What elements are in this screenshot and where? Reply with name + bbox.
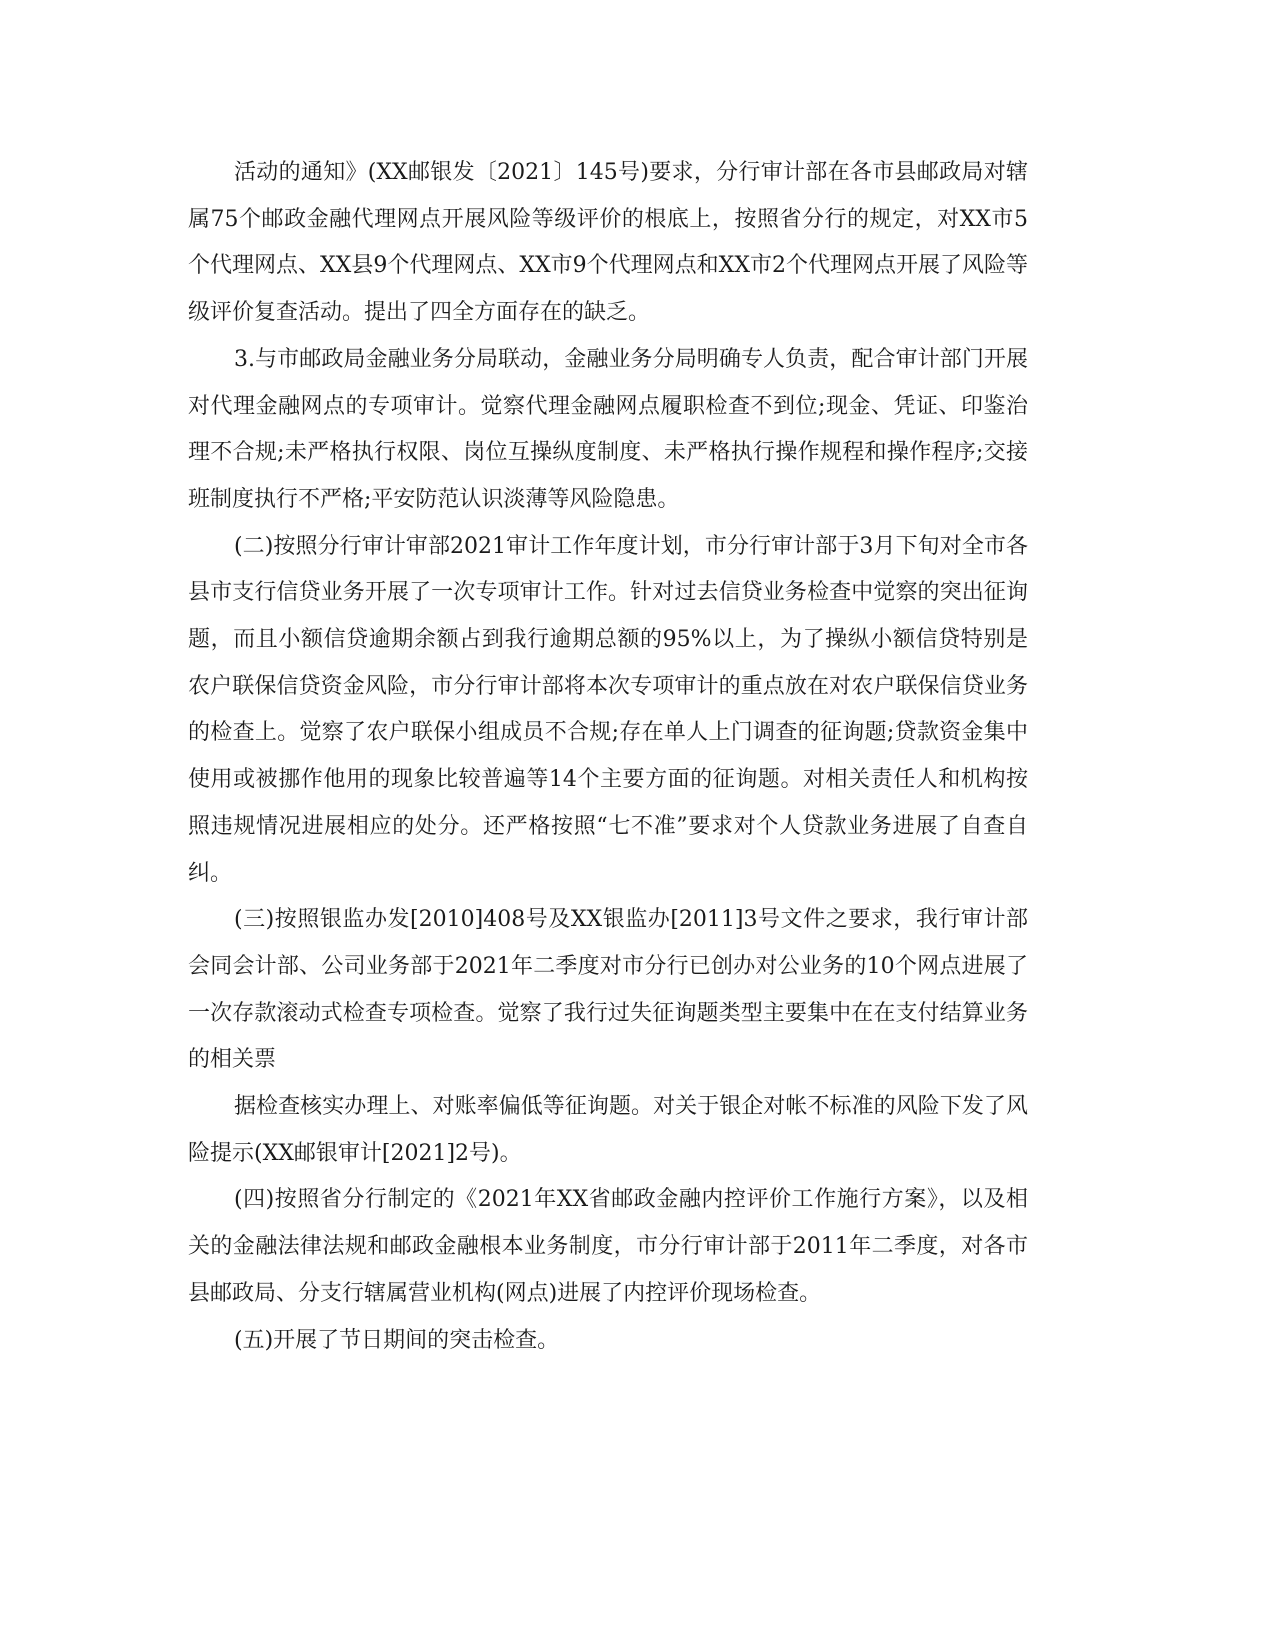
paragraph-1: 活动的通知》(XX邮银发〔2021〕145号)要求，分行审计部在各市县邮政局对辖属75个邮政金融代理网点开展风险等级评价的根底上，按照省分行的规定，对XX市5个代理网点、XX县9个代理网点、XX市9个代理网点和XX市2个代理网点开展了风险等级评价复查活动。提出了四全方面存在的缺乏。 <box>188 160 1028 326</box>
paragraph-4: (三)按照银监办发[2010]408号及XX银监办[2011]3号文件之要求，我行审计部会同会计部、公司业务部于2021年二季度对市分行已创办对公业务的10个网点进展了一次存款滚动式检查专项检查。觉察了我行过失征询题类型主要集中在在支付结算业务的相关票 <box>188 907 1028 1073</box>
document-body <box>188 150 1028 1364</box>
paragraph-6: (四)按照省分行制定的《2021年XX省邮政金融内控评价工作施行方案》，以及相关的金融法律法规和邮政金融根本业务制度，市分行审计部于2011年二季度，对各市县邮政局、分支行辖属营业机构(网点)进展了内控评价现场检查。 <box>188 1187 1028 1306</box>
paragraph-5: 据检查核实办理上、对账率偏低等征询题。对关于银企对帐不标准的风险下发了风险提示(XX邮银审计[2021]2号)。 <box>188 1094 1028 1166</box>
paragraph-3: (二)按照分行审计审部2021审计工作年度计划，市分行审计部于3月下旬对全市各县市支行信贷业务开展了一次专项审计工作。针对过去信贷业务检查中觉察的突出征询题，而且小额信贷逾期余额占到我行逾期总额的95%以上，为了操纵小额信贷特别是农户联保信贷资金风险，市分行审计部将本次专项审计的重点放在对农户联保信贷业务的检查上。觉察了农户联保小组成员不合规;存在单人上门调查的征询题;贷款资金集中使用或被挪作他用的现象比较普遍等14个主要方面的征询题。对相关责任人和机构按照违规情况进展相应的处分。还严格按照“七不准”要求对个人贷款业务进展了自查自纠。 <box>188 533 1028 886</box>
paragraph-7: (五)开展了节日期间的突击检查。 <box>234 1327 560 1353</box>
paragraph-2: 3.与市邮政局金融业务分局联动，金融业务分局明确专人负责，配合审计部门开展对代理金融网点的专项审计。觉察代理金融网点履职检查不到位;现金、凭证、印鉴治理不合规;未严格执行权限、岗位互操纵度制度、未严格执行操作规程和操作程序;交接班制度执行不严格;平安防范认识淡薄等风险隐患。 <box>188 346 1028 512</box>
